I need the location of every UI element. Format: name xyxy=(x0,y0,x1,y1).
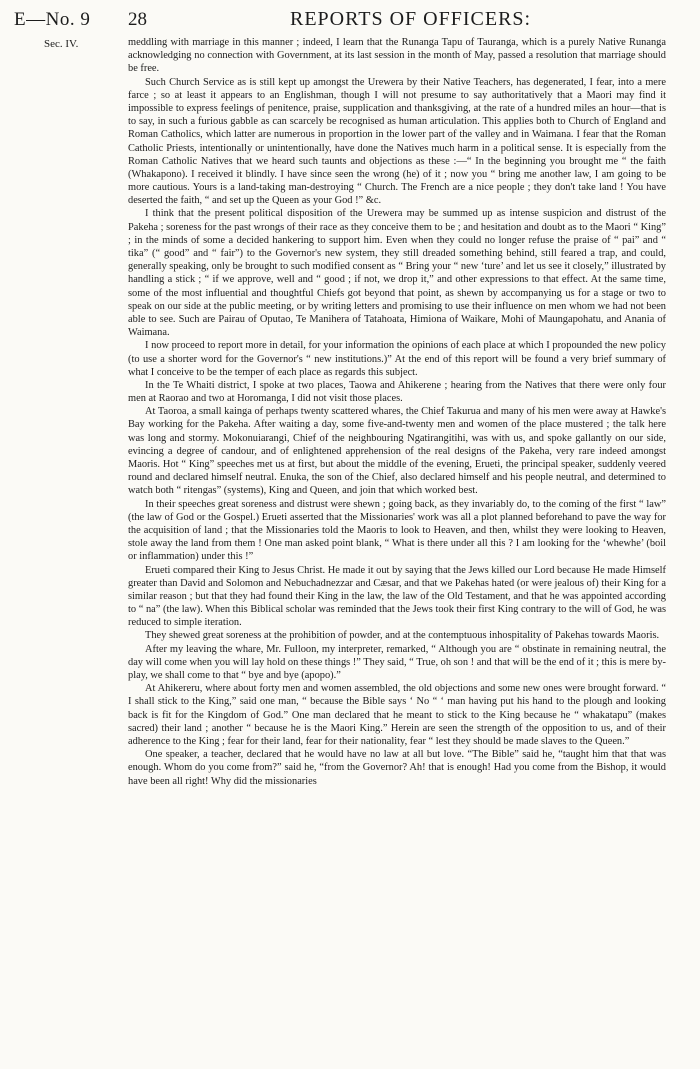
paragraph: At Ahikereru, where about forty men and women assembled, the old objections and some new ones were brought forward. “ I shall stick to the King,” said one man, “ because the Bible says ‘ No “ ‘ man having put his hand to the plough and looking back is fit for the Kingdom of God.” One man declared that he meant to stick to the King because he “ whakatapu” (makes sacred) their land ; another “ because he is the Maori King.” Herein are seen the strength of the opposition to us, and of their adherence to the King ; fear for their land, fear for their nationality, fear “ lest they should be made slaves to the Queen.” xyxy=(128,683,666,747)
document-reference: E—No. 9 xyxy=(14,9,91,30)
paragraph: I now proceed to report more in detail, for your information the opinions of each place at which I propounded the new policy (to use a shorter word for the Governor's “ new institutions.)” At the end of this report will be found a very brief summary of what I conceive to be the temper of each place as regards this subject. xyxy=(128,340,666,378)
body-text xyxy=(128,36,666,788)
paragraph: They shewed great soreness at the prohibition of powder, and at the contemptuous inhospitality of Pakehas towards Maoris. xyxy=(145,630,660,642)
paragraph: Such Church Service as is still kept up amongst the Urewera by their Native Teachers, has degenerated, I fear, into a mere farce ; so at least it appears to an Englishman, though I will not presume to say authoritatively that a Maori may find it impossible to express feelings of penitence, praise, supplication and thanksgiving, at the rate of a hundred miles an hour—that is to say, in such a furious gabble as can scarcely be recognised as human articulation. This applies both to Church of England and Roman Catholics, which latter are numerous in proportion in the lower part of the valley and in Waimana. I fear that the Roman Catholic Priests, intentionally or unintentionally, have done the Natives much harm in a political sense. It is especially from the Roman Catholic Natives that we heard such taunts and objections as these :—“ In the beginning you brought me “ the faith (Whakapono). I received it blindly. I have since seen the wrong (he) of it ; now you “ bring me another law, I am going to be more cautious. Yours is a land-taking man-destroying “ Church. The French are a nice people ; they don't take land ! You have deserted the faith, “ and set up the Queen as your God !” &c. xyxy=(128,76,666,207)
paragraph: Erueti compared their King to Jesus Christ. He made it out by saying that the Jews killed our Lord because He made Himself greater than David and Solomon and Nebuchadnezzar and Cæsar, and that we Pakehas hated (or were jealous of) their King for a similar reason ; but that they had found their King in the law, the law of the Old Testament, and that he was appointed according to “ na” (the law). When this Biblical scholar was reminded that the Jews took their first King contrary to the will of God, he was reduced to simple iteration. xyxy=(128,564,666,629)
paragraph: I think that the present political disposition of the Urewera may be summed up as intense suspicion and distrust of the Pakeha ; soreness for the past wrongs of their race as they conceive them to be ; and hesitation and doubt as to the Maori “ King” ; in the minds of some a decided hankering to support him. Even when they could no longer refuse the praise of “ pai” and “ tika” (“ good” and “ fair”) to the Governor's new system, they still dreaded something behind, still feared a trap, and could, generally speaking, only be brought to such modified consent as “ Bring your “ new ‘ture’ and let us see it closely,” illustrated by handling a stick ; “ if we approve, well and “ good ; if not, we drop it,” and other expressions to that effect. At the same time, some of the most influential and thoughtful Chiefs got beyond that point, as shewn by accompanying us for a stage or two to speak on our side at the public meeting, or by writing letters and promising to use their influence on men whom we had not been able to see. Such are Pairau of Oputao, Te Manihera of Tatahoata, Himiona of Waikare, Mohi of Maungapohatu, and Anania of Waimana. xyxy=(128,208,666,339)
paragraph: In the Te Whaiti district, I spoke at two places, Taowa and Ahikerene ; hearing from the Natives that there were only four men at Raorao and two at Horomanga, I did not visit those places. xyxy=(128,379,666,405)
paragraph: After my leaving the whare, Mr. Fulloon, my interpreter, remarked, “ Although you are “ obstinate in remaining neutral, the day will come when you will lay hold on these things !” They said, “ True, oh son ! and that will be the end of it ; this is mere by-play, we shall come to that “ bye and bye (apopo).” xyxy=(128,643,667,681)
section-label: Sec. IV. xyxy=(44,38,79,50)
paragraph: At Taoroa, a small kainga of perhaps twenty scattered whares, the Chief Takurua and many of his men were away at Hawke's Bay working for the Pakeha. After waiting a day, some five-and-twenty men and women of the place mustered ; the talk here was long and stormy. Mokonuiarangi, Chief of the neighbouring Ngatirangitihi, was with us, and spoke gallantly on our side, evincing a degree of candour, and of enlightened apprehension of the real designs of the Pakeha, very rare indeed amongst Maoris. Hot “ King” speeches met us at first, but about the middle of the evening, Erueti, the principal speaker, suddenly veered round and declared himself neutral. Enuka, the son of the Chief, also declared himself and his people neutral, and determined to watch both “ ritengas” (systems), King and Queen, and join that which worked best. xyxy=(128,406,666,497)
paragraph: meddling with marriage in this manner ; indeed, I learn that the Runanga Tapu of Tauranga, which is a purely Native Runanga acknowledging no connection with Government, at its last session in the month of May, passed a resolution that marriage should be free. xyxy=(128,37,666,75)
paragraph: One speaker, a teacher, declared that he would have no law at all but love. “The Bible” said he, “taught him that that was enough. Whom do you come from?” said he, “from the Governor? Ah! that is enough! Had you come from the Bishop, it would have been all right! Why did the missionaries xyxy=(128,749,666,787)
running-title: REPORTS OF OFFICERS: xyxy=(290,8,532,30)
page-number: 28 xyxy=(128,9,147,30)
paragraph: In their speeches great soreness and distrust were shewn ; going back, as they invariably do, to the coming of the first “ law” (the law of God or the Gospel.) Erueti asserted that the Missionaries' work was all a plot planned beforehand to pave the way for the acquisition of land ; that the Missionaries told the Maoris to look to Heaven, and then, whilst they were looking to Heaven, stole away the land from them ! One man asked point blank, “ What is there under all this ? I am looking for the ‘whewhe’ (boil or inflammation) under this !” xyxy=(128,498,666,563)
